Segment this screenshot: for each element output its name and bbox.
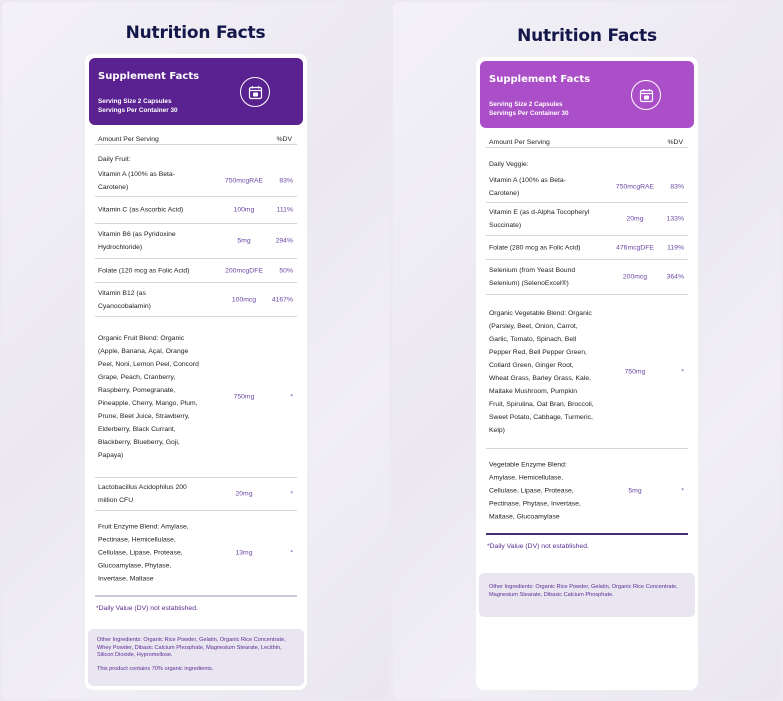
nutrient-row [486,449,688,533]
nutrient-row [95,224,297,259]
nutrient-row [95,511,297,595]
dv-label: %DV [667,139,683,146]
nutrient-name: Organic Fruit Blend: Organic (Apple, Banana, Açaí, Orange Peel, Noni, Lemon Peel, Concord Grape, Peach, Cranberry, Raspberry, Pomegranate, Pineapple, Cherry, Mango, Plum, Prune, Beet Juice, Strawberry, Elderberry, Black Currant, Blackberry, Blueberry, Goji, Papaya) [98,335,199,459]
dv-label: %DV [276,136,292,143]
nutrient-amount: 100mg [233,206,255,214]
nutrient-dv: * [290,490,293,498]
nutrient-row [95,283,297,317]
nutrient-name: Selenium (from Yeast Bound Selenium) (SelenoExcel®) [489,267,576,287]
nutrient-dv: 111% [276,206,293,214]
nutrient-rows [486,172,688,533]
dv-note: *Daily Value (DV) not established. [487,543,589,550]
header-title: Supplement Facts [489,74,591,85]
dv-note: *Daily Value (DV) not established. [96,605,198,612]
nutrient-row [486,236,688,260]
nutrient-name: Folate (280 mcg as Folic Acid) [489,244,581,251]
nutrient-name: Vitamin B12 (as Cyanocobalamin) [98,289,151,310]
other-ingredients-box [479,573,695,617]
nutrient-name: Vitamin A (100% as Beta-Carotene) [489,177,566,197]
amount-per-serving-label: Amount Per Serving [489,139,550,146]
nutrient-row [95,259,297,283]
panel-title: Nutrition Facts [125,23,266,43]
facts-body [95,125,297,623]
nutrient-amount: 100mcg [231,296,257,303]
supplement-facts-card [476,57,698,690]
nutrient-dv: 364% [666,273,684,281]
organic-note: This product contains 70% organic ingredients. [97,665,214,672]
nutrient-row [486,295,688,449]
nutrient-amount: 5mg [628,487,642,495]
category-text: Daily Fruit: [98,156,131,163]
nutrient-name: Folate (120 mcg as Folic Acid) [98,267,190,274]
supplement-header [89,58,303,125]
nutrient-row [486,203,688,236]
nutrient-amount: 200mcgDFE [225,267,263,274]
category-label [95,145,297,166]
nutrient-name: Organic Vegetable Blend: Organic (Parsley, Beet, Onion, Carrot, Garlic, Tomato, Spinach, Bell Pepper Red, Bell Pepper Green, Collard Green, Ginger Root, Wheat Grass, Barley Grass, Kale, Maitake Mushroom, Pumpkin Fruit, Spirulina, Oat Bran, Broccoli, Sweet Potato, Cabbage, Turmeric, Kelp) [489,309,594,434]
nutrient-name: Lactobacillus Acidophilus 200 million CFU [98,484,187,504]
nutrient-dv: 294% [275,237,293,245]
other-ingredients: Other Ingredients: Organic Rice Powder, Gelatin, Organic Rice Concentrate, Magnesium Stearate, Dibasic Calcium Phosphate. [489,584,678,598]
nutrient-amount: 750mcgRAE [615,183,655,191]
other-ingredients-box [88,629,304,686]
nutrient-amount: 750mg [233,393,255,401]
other-ingredients: Other Ingredients: Organic Rice Powder, Gelatin, Organic Rice Concentrate, Whey Powder, Dibasic Calcium Phosphate, Magnesium Stearate, Lecithin, Silicon Dioxide, Hypromellose. [97,637,286,658]
nutrient-rows [95,166,297,595]
facts-body [486,128,688,561]
header-title: Supplement Facts [98,71,200,82]
nutrient-amount: 20mg [235,490,253,498]
nutrient-dv: * [681,368,684,375]
serving-size: Serving Size 2 Capsules [98,98,172,105]
nutrient-dv: 133% [666,215,684,223]
nutrient-row [486,260,688,295]
column-header [95,125,297,145]
nutrient-amount: 200mcg [622,273,648,281]
serving-size: Serving Size 2 Capsules [489,101,563,108]
nutrient-name: Vitamin E (as d-Alpha Tocopheryl Succinate) [489,209,590,229]
nutrient-dv: * [290,549,293,557]
nutrient-dv: 50% [279,267,293,274]
nutrient-dv: * [290,393,293,401]
capsule-calendar-icon [631,80,661,110]
nutrient-row [95,166,297,197]
nutrient-amount: 476mcgDFE [616,244,654,251]
nutrient-row [486,172,688,203]
category-text: Daily Veggie: [489,161,529,168]
nutrient-amount: 13mg [235,549,253,557]
nutrient-name: Vitamin B6 (as Pyridoxine Hydrochloride) [98,231,176,251]
supplement-header [480,61,694,128]
category-label [486,148,688,172]
column-header [486,128,688,148]
nutrient-name: Vitamin A (100% as Beta-Carotene) [98,171,175,191]
nutrient-amount: 750mcgRAE [224,177,264,185]
nutrient-dv: 119% [667,244,684,251]
supplement-facts-card [85,54,307,690]
nutrient-amount: 20mg [626,215,644,223]
amount-per-serving-label: Amount Per Serving [98,136,159,143]
nutrient-row [95,478,297,511]
nutrient-dv: * [681,487,684,495]
panel-title: Nutrition Facts [517,26,657,46]
nutrient-amount: 750mg [624,368,646,375]
nutrient-dv: 4167% [271,296,293,303]
servings-per-container: Servings Per Container 30 [489,110,569,117]
servings-per-container: Servings Per Container 30 [98,107,178,114]
nutrient-row [95,197,297,224]
capsule-calendar-icon [240,77,270,107]
veggie-panel [393,2,781,699]
fruit-panel [2,2,389,699]
nutrient-dv: 83% [670,183,684,191]
nutrient-name: Vitamin C (as Ascorbic Acid) [98,206,184,214]
nutrient-row [95,317,297,478]
nutrient-name: Vegetable Enzyme Blend: Amylase, Hemicellulase, Cellulase, Lipase, Protease, Pectinase, Phytase, Invertase, Maltase, Glucoamylase [489,461,581,521]
nutrient-dv: 83% [279,177,293,185]
nutrient-amount: 5mg [237,237,251,245]
nutrient-name: Fruit Enzyme Blend: Amylase, Pectinase, Hemicellulase, Cellulase, Lipase, Protease, Glucoamylase, Phytase, Invertase, Maltase [98,523,189,583]
